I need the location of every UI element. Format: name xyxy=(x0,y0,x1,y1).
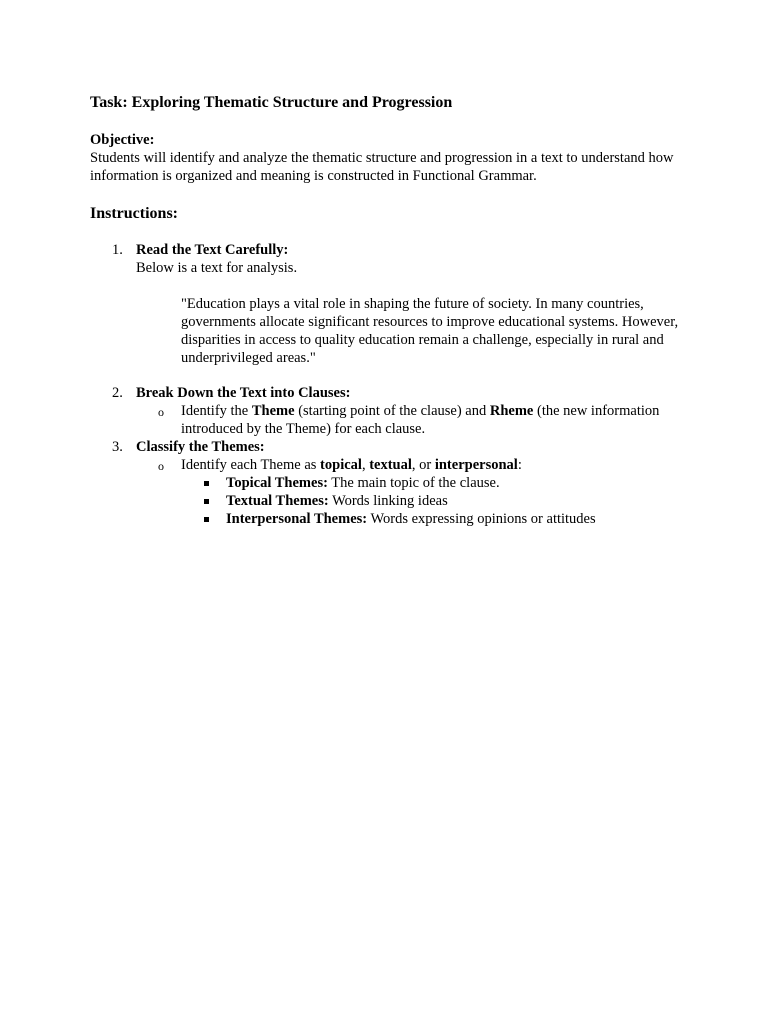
separator: , xyxy=(361,457,370,473)
topical-term: topical xyxy=(320,457,362,473)
step-3-bullet xyxy=(181,456,691,474)
step-1-number: 1. xyxy=(112,242,123,258)
square-bullet-icon xyxy=(204,517,209,522)
step-2-bullet-suffix: (the new information xyxy=(533,403,660,419)
sub-item-label: Topical Themes: xyxy=(226,475,328,491)
step-3-bullet-prefix: Identify each Theme as xyxy=(181,457,321,473)
textual-term: textual xyxy=(369,457,412,473)
theme-term: Theme xyxy=(251,403,295,419)
sub-item-label: Interpersonal Themes: xyxy=(226,511,368,527)
colon: : xyxy=(517,457,522,473)
rheme-term: Rheme xyxy=(489,403,534,419)
step-2-bullet-continuation: introduced by the Theme) for each clause. xyxy=(181,421,426,437)
square-bullet-icon xyxy=(204,481,209,486)
step-1-heading: Read the Text Carefully: xyxy=(136,242,289,258)
step-2-bullet-prefix: Identify the xyxy=(181,403,252,419)
sub-item-text: The main topic of the clause. xyxy=(327,475,500,491)
separator: , or xyxy=(411,457,435,473)
interpersonal-term: interpersonal xyxy=(434,457,518,473)
step-1-text: Below is a text for analysis. xyxy=(136,260,298,276)
objective-label: Objective: xyxy=(90,132,155,148)
sub-item-topical xyxy=(226,474,500,492)
step-2-number: 2. xyxy=(112,385,123,401)
square-bullet-icon xyxy=(204,499,209,504)
objective-text: Students will identify and analyze the thematic structure and progression in a text to understand how information is organized and meaning is constructed in Functional Grammar. xyxy=(90,150,674,184)
instructions-heading: Instructions: xyxy=(90,205,179,222)
page-title: Task: Exploring Thematic Structure and Progression xyxy=(90,94,453,111)
sub-item-text: Words expressing opinions or attitudes xyxy=(367,511,596,527)
step-3-number: 3. xyxy=(112,439,123,455)
sub-item-label: Textual Themes: xyxy=(226,493,329,509)
hollow-bullet-icon: o xyxy=(158,459,164,473)
sub-item-textual xyxy=(226,492,448,510)
analysis-quote: "Education plays a vital role in shaping the future of society. In many countries, governments allocate significant resources to improve educational systems. However, disparities in access to quality education remain a challenge, especially in rural and underprivileged areas." xyxy=(181,296,679,366)
step-3-heading: Classify the Themes: xyxy=(136,439,265,455)
step-2-bullet xyxy=(181,402,691,438)
sub-item-text: Words linking ideas xyxy=(328,493,448,509)
step-2-bullet-middle: (starting point of the clause) and xyxy=(294,403,490,419)
sub-item-interpersonal xyxy=(226,510,596,528)
step-2-heading: Break Down the Text into Clauses: xyxy=(136,385,351,401)
hollow-bullet-icon: o xyxy=(158,405,164,419)
